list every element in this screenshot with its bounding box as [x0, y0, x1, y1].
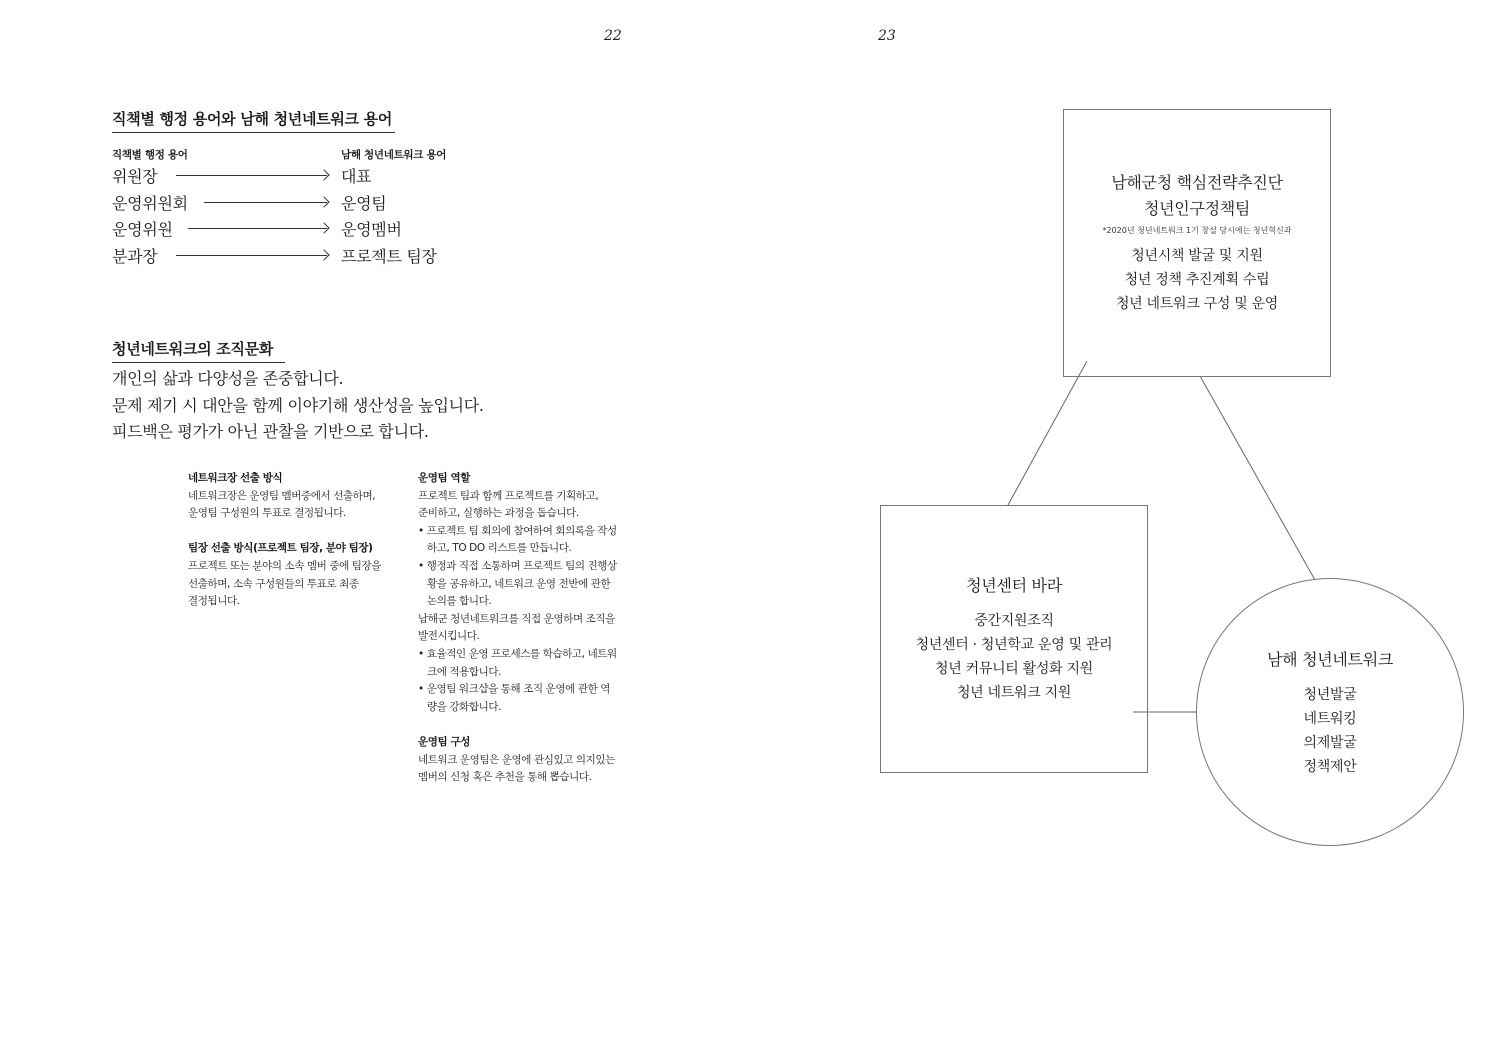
team-lead-selection-heading: 팀장 선출 방식(프로젝트 팀장, 분야 팀장): [188, 542, 373, 555]
bullet-item: • 프로젝트 팀 회의에 참여하여 회의록을 작성하고, TO DO 리스트를 만듭니다.: [418, 524, 617, 555]
youth-center-duty: 청년 네트워크 지원: [956, 685, 1072, 701]
text-line: 멤버의 신청 혹은 추천을 통해 뽑습니다.: [418, 771, 592, 784]
text-line: 프로젝트 팀과 함께 프로젝트를 기획하고,: [418, 489, 599, 502]
youth-network-activity: 청년발굴: [1303, 687, 1357, 703]
bullet-item: • 행정과 직접 소통하며 프로젝트 팀의 진행상황을 공유하고, 네트워크 운영 전반에 관한 논의를 합니다.: [418, 559, 617, 608]
text-line: 프로젝트 또는 분야의 소속 멤버 중에 팀장을: [188, 559, 381, 572]
network-term: 대표: [341, 167, 372, 186]
connector-line: [1200, 376, 1324, 596]
county-duty: 청년 정책 추진계획 수립: [1124, 272, 1270, 288]
network-term: 프로젝트 팀장: [341, 247, 437, 266]
page-number-left: 22: [604, 28, 622, 44]
youth-network-title: 남해 청년네트워크: [1266, 650, 1394, 669]
youth-center-duty: 청년센터 · 청년학교 운영 및 관리: [915, 637, 1113, 653]
admin-term: 분과장: [112, 247, 158, 266]
youth-center-box: [880, 505, 1148, 773]
youth-network-activity: 네트워킹: [1303, 711, 1357, 727]
youth-network-activity: 정책제안: [1303, 759, 1357, 775]
admin-terms-header: 직책별 행정 용어: [112, 149, 188, 161]
page-number-right: 23: [878, 28, 896, 44]
youth-center-duty: 중간지원조직: [974, 613, 1054, 629]
culture-section-title: 청년네트워크의 조직문화: [112, 338, 285, 363]
text-line: 결정됩니다.: [188, 595, 240, 608]
county-office-box: [1063, 109, 1331, 377]
county-duty: 청년시책 발굴 및 지원: [1131, 248, 1263, 264]
operations-role-heading: 운영팀 역할: [418, 472, 470, 484]
text-line: 네트워크장은 운영팀 멤버중에서 선출하며,: [188, 489, 376, 502]
youth-center-title: 청년센터 바라: [966, 576, 1062, 595]
text-line: 선출하며, 소속 구성원들의 투표로 최종: [188, 577, 359, 590]
connector-line: [1008, 361, 1087, 505]
text-line: 운영팀 구성원의 투표로 결정됩니다.: [188, 507, 346, 520]
culture-line: 피드백은 평가가 아닌 관찰을 기반으로 합니다.: [112, 422, 429, 441]
culture-line: 문제 제기 시 대안을 함께 이야기해 생산성을 높입니다.: [112, 395, 484, 415]
culture-line: 개인의 삶과 다양성을 존중합니다.: [112, 369, 344, 388]
network-lead-selection-heading: 네트워크장 선출 방식: [188, 472, 283, 484]
youth-network-activity: 의제발굴: [1303, 735, 1357, 751]
text-line: 발전시킵니다.: [418, 630, 480, 643]
county-team-title: 청년인구정책팀: [1143, 199, 1251, 218]
network-terms-header: 남해 청년네트워크 용어: [341, 149, 447, 161]
county-footnote: *2020년 청년네트워크 1기 창설 당시에는 청년혁신과: [1102, 226, 1292, 235]
bullet-item: • 효율적인 운영 프로세스를 학습하고, 네트워크에 적용합니다.: [418, 647, 617, 678]
county-office-title: 남해군청 핵심전략추진단: [1111, 173, 1283, 192]
youth-center-duty: 청년 커뮤니티 활성화 지원: [935, 661, 1093, 677]
network-term: 운영멤버: [341, 220, 402, 239]
operations-composition-heading: 운영팀 구성: [418, 735, 470, 748]
admin-term: 위원장: [112, 167, 158, 186]
text-line: 준비하고, 실행하는 과정을 돕습니다.: [418, 507, 579, 520]
bullet-item: • 운영팀 워크샵을 통해 조직 운영에 관한 역량을 강화합니다.: [418, 683, 610, 713]
text-line: 네트워크 운영팀은 운영에 관심있고 의지있는: [418, 753, 615, 766]
text-line: 남해군 청년네트워크를 직접 운영하며 조직을: [418, 612, 615, 625]
county-duty: 청년 네트워크 구성 및 운영: [1115, 296, 1279, 312]
terms-section-title: 직책별 행정 용어와 남해 청년네트워크 용어: [112, 108, 395, 133]
youth-network-circle: [1196, 578, 1464, 846]
network-term: 운영팀: [341, 194, 387, 213]
admin-term: 운영위원: [112, 220, 173, 239]
admin-term: 운영위원회: [112, 194, 188, 213]
